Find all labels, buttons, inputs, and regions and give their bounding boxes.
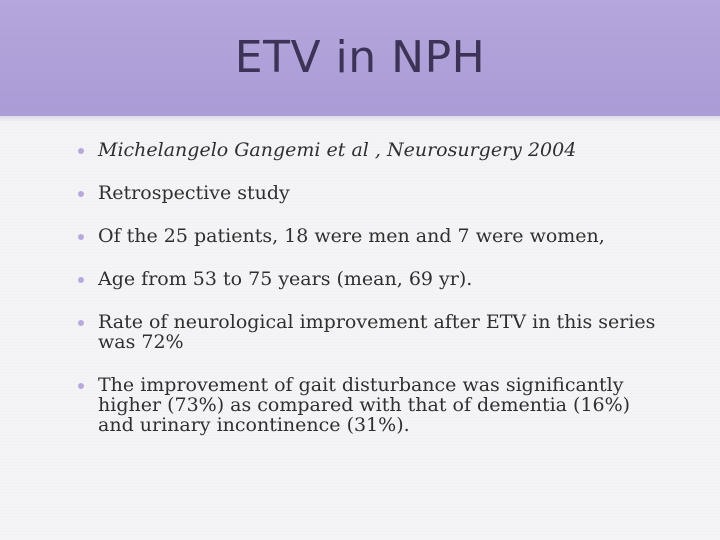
title-band — [0, 0, 720, 116]
bullet-text: Age from 53 to 75 years (mean, 69 yr). — [98, 268, 473, 290]
bullet-text: Michelangelo Gangemi et al , Neurosurgery 2004 — [98, 139, 577, 161]
bullet-text: Rate of neurological improvement after ETV in this series was 72% — [98, 311, 656, 353]
bullet-item — [78, 312, 658, 352]
bullet-item — [78, 140, 658, 160]
slide-title: ETV in NPH — [234, 32, 486, 83]
bullet-item — [78, 375, 658, 435]
bullet-item — [78, 183, 658, 203]
bullet-text: The improvement of gait disturbance was significantly higher (73%) as compared with that of dementia (16%) and urinary incontinence (31%). — [98, 374, 631, 436]
bullet-item — [78, 269, 658, 289]
bullet-text: Retrospective study — [98, 182, 290, 204]
bullet-text: Of the 25 patients, 18 were men and 7 were women, — [98, 225, 605, 247]
bullet-item — [78, 226, 658, 246]
bullet-list — [78, 140, 658, 458]
